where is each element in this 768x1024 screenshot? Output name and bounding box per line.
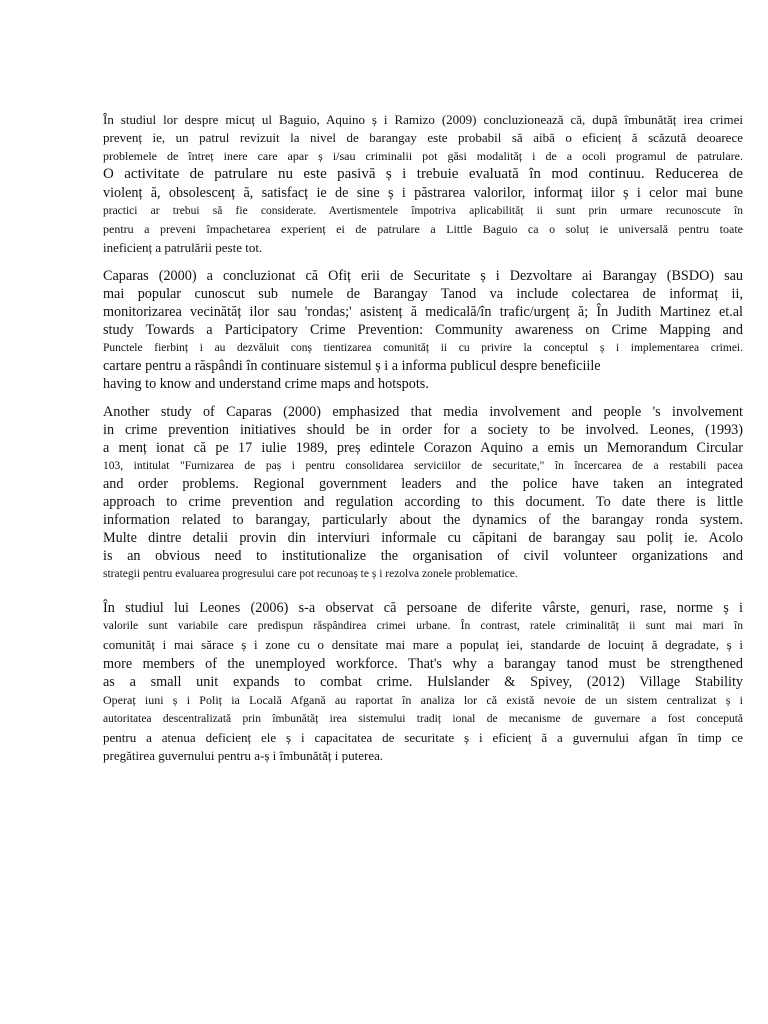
paragraph-line: practici ar trebui să fie considerate. Avertismentele împotriva aplicabilităț ii sunt prin urmare recunoscute în (103, 205, 743, 217)
paragraph-line: comunităț i mai sărace ș i zone cu o densitate mai mare a populaț iei, standarde de locuinț ă degradate, ș i (103, 637, 743, 652)
paragraph-line: approach to crime prevention and regulation according to this document. To date there is little (103, 494, 743, 510)
paragraph-line: O activitate de patrulare nu este pasivă ș i trebuie evaluată în mod continuu. Reducerea de (103, 166, 743, 182)
paragraph-line: ineficienț a patrulării peste tot. (103, 240, 263, 255)
paragraph-3 (103, 403, 743, 583)
paragraph-line: in crime prevention initiatives should be in order for a society to be involved. Leones, (1993) (103, 422, 743, 438)
paragraph-line: prevenț ie, un patrul revizuit la nivel de barangay este probabil să aibă o eficienț ă scăzută deoarece (103, 130, 743, 145)
paragraph-line: Operaț iuni ș i Poliț ia Locală Afgană au raportat în analiza lor că există nevoie de un sistem centralizat ș i (103, 693, 743, 707)
paragraph-line: problemele de întreț inere care apar ș i/sau criminalii pot găsi modalităț i de a ocoli programul de patrulare. (103, 149, 743, 163)
paragraph-line: a menț ionat că pe 17 iulie 1989, preș edintele Corazon Aquino a emis un Memorandum Circular (103, 440, 743, 456)
paragraph-line: pregătirea guvernului pentru a-ș i îmbunătăț i puterea. (103, 748, 384, 763)
paragraph-line: monitorizarea vecinătăț ilor sau 'rondas;' asistenț ă medicală/în trafic/urgenț ă; În Judith Martinez et.al (103, 304, 743, 320)
paragraph-line: as a small unit expands to combat crime. Hulslander & Spivey, (2012) Village Stability (103, 674, 743, 690)
paragraph-line: pentru a atenua deficienț ele ș i capacitatea de securitate ș i eficienț ă a guvernului afgan în timp ce (103, 730, 743, 745)
paragraph-2 (103, 267, 743, 393)
paragraph-line: valorile sunt variabile care predispun răspândirea crimei urbane. În contrast, ratele criminalităț ii sunt mai mari în (103, 620, 743, 632)
paragraph-line: is an obvious need to institutionalize the organisation of civil volunteer organizations and (103, 548, 743, 564)
paragraph-4 (103, 599, 743, 765)
paragraph-line: 103, intitulat "Furnizarea de paș i pentru consolidarea serviciilor de securitate," în încercarea de a restabili pacea (103, 460, 743, 472)
paragraph-line: cartare pentru a răspândi în continuare sistemul ș i a informa publicul despre beneficiile (103, 358, 601, 374)
paragraph-line: strategii pentru evaluarea progresului care pot recunoaș te ș i rezolva zonele problematice. (103, 568, 518, 580)
paragraph-line: having to know and understand crime maps and hotspots. (103, 376, 429, 392)
paragraph-1 (103, 111, 743, 257)
paragraph-line: pentru a preveni împachetarea experienț ei de patrulare a Little Baguio ca o soluț ie universală pentru toate (103, 222, 743, 236)
paragraph-line: Multe dintre detalii provin din interviuri informale cu căpitani de barangay sau poliț ie. Acolo (103, 530, 743, 546)
paragraph-line: violenț ă, obsolescenț ă, satisfacț ie de sine ș i păstrarea valorilor, informaț iilor ș i celor mai bune (103, 185, 743, 201)
paragraph-line: and order problems. Regional government leaders and the police have taken an integrated (103, 476, 743, 492)
paragraph-line: Punctele fierbinț i au dezvăluit conș tientizarea comunităț ii cu privire la conceptul ș i implementarea crimei. (103, 342, 743, 354)
paragraph-line: more members of the unemployed workforce. That's why a barangay tanod must be strengthened (103, 656, 743, 672)
paragraph-line: Caparas (2000) a concluzionat că Ofiț erii de Securitate ș i Dezvoltare ai Barangay (BSDO) sau (103, 268, 743, 284)
paragraph-line: mai popular cunoscut sub numele de Barangay Tanod va include colectarea de informaț ii, (103, 286, 743, 302)
paragraph-line: study Towards a Participatory Crime Prevention: Community awareness on Crime Mapping and (103, 322, 743, 338)
paragraph-line: autoritatea descentralizată prin îmbunătăț irea sistemului tradiț ional de mecanisme de guvernare a fost concepută (103, 713, 743, 725)
paragraph-line: În studiul lor despre micuț ul Baguio, Aquino ș i Ramizo (2009) concluzionează că, după îmbunătăț irea crimei (103, 112, 743, 127)
paragraph-line: information related to barangay, particularly about the dynamics of the barangay ronda system. (103, 512, 743, 528)
paragraph-line: Another study of Caparas (2000) emphasized that media involvement and people 's involvement (103, 404, 743, 420)
paragraph-line: În studiul lui Leones (2006) s-a observat că persoane de diferite vârste, genuri, rase, norme ș i (103, 600, 743, 616)
